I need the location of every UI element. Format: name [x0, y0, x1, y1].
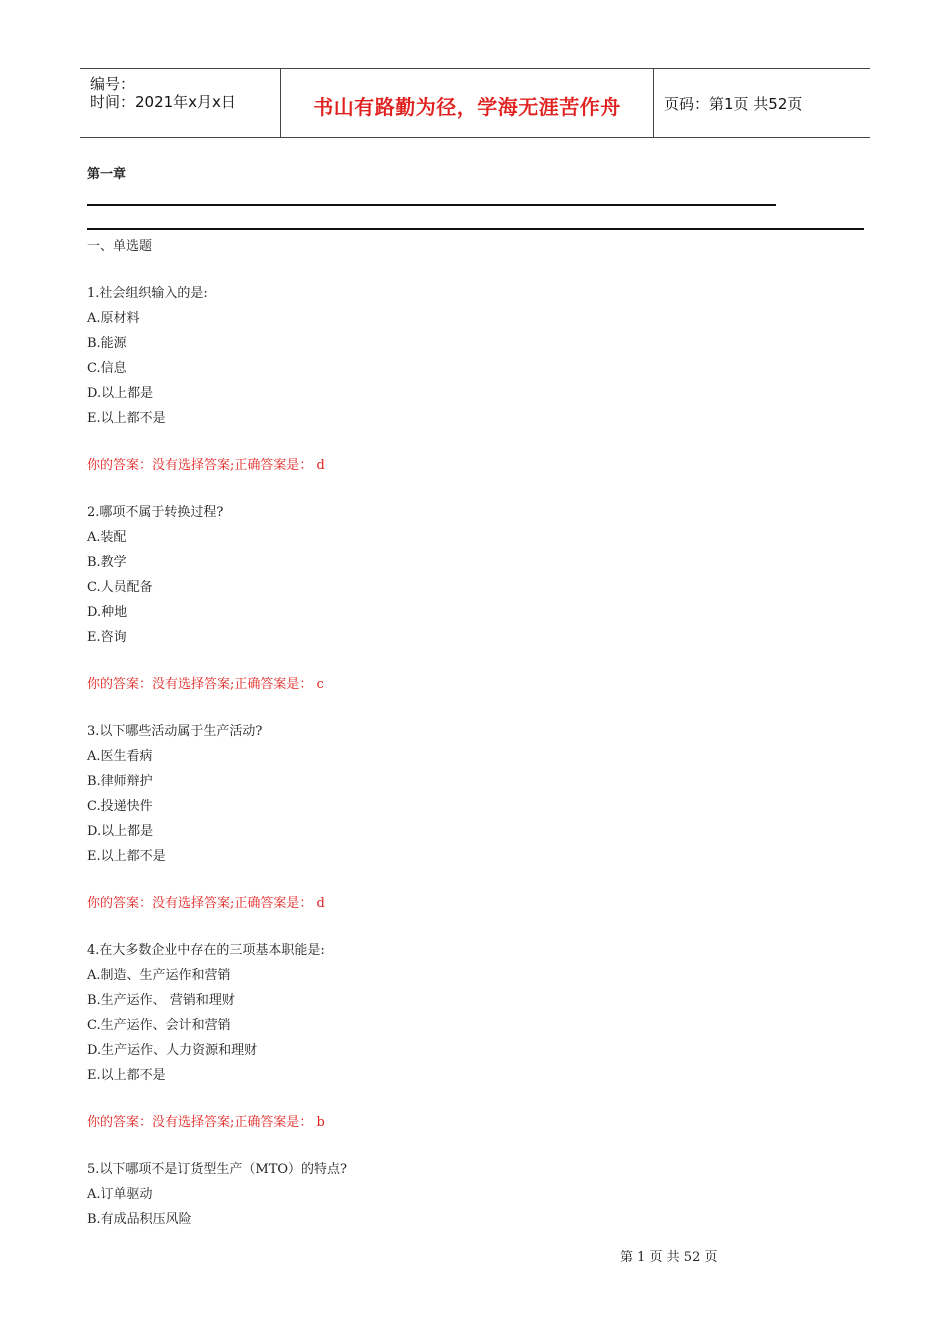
answer-line: 你的答案：没有选择答案;正确答案是： b	[87, 1115, 325, 1130]
question-item	[87, 938, 867, 1135]
chapter-title: 第一章	[87, 167, 127, 182]
question-item	[87, 719, 867, 916]
question-item	[87, 1157, 867, 1232]
question-stem: 3.以下哪些活动属于生产活动?	[87, 724, 263, 739]
question-stem: 5.以下哪项不是订货型生产（MTO）的特点?	[87, 1162, 348, 1177]
question-option: E.以上都不是	[87, 849, 166, 864]
answer-line: 你的答案：没有选择答案;正确答案是： c	[87, 677, 324, 692]
divider-top	[87, 204, 776, 206]
question-option: B.有成品积压风险	[87, 1212, 192, 1227]
divider-bottom	[87, 228, 864, 230]
question-item	[87, 500, 867, 697]
header-page-cell	[654, 69, 870, 137]
question-option: B.能源	[87, 336, 127, 351]
question-option: B.教学	[87, 555, 127, 570]
question-option: A.原材料	[87, 311, 140, 326]
question-option: D.种地	[87, 605, 128, 620]
answer-line: 你的答案：没有选择答案;正确答案是： d	[87, 458, 325, 473]
motto-text: 书山有路勤为径，学海无涯苦作舟	[313, 95, 621, 119]
questions-container	[87, 281, 867, 1232]
section-title: 一、单选题	[87, 239, 153, 254]
question-item	[87, 281, 867, 478]
header-motto-cell	[281, 69, 654, 137]
question-option: A.订单驱动	[87, 1187, 153, 1202]
question-option: C.投递快件	[87, 799, 153, 814]
question-stem: 4.在大多数企业中存在的三项基本职能是:	[87, 943, 325, 958]
question-option: E.以上都不是	[87, 411, 166, 426]
question-option: C.人员配备	[87, 580, 153, 595]
question-option: D.以上都是	[87, 386, 154, 401]
question-stem: 1.社会组织输入的是:	[87, 286, 208, 301]
question-option: C.信息	[87, 361, 127, 376]
question-option: D.生产运作、人力资源和理财	[87, 1043, 258, 1058]
page-number-label: 页码：第1页 共52页	[664, 95, 803, 113]
question-option: A.医生看病	[87, 749, 153, 764]
question-option: A.制造、生产运作和营销	[87, 968, 231, 983]
question-option: A.装配	[87, 530, 127, 545]
page-footer: 第 1 页 共 52 页	[620, 1250, 718, 1265]
question-option: C.生产运作、会计和营销	[87, 1018, 231, 1033]
question-option: E.以上都不是	[87, 1068, 166, 1083]
page-header	[80, 68, 870, 138]
question-option: B.律师辩护	[87, 774, 153, 789]
time-label: 时间：2021年x月x日	[90, 93, 236, 111]
header-meta-cell	[80, 69, 281, 137]
answer-line: 你的答案：没有选择答案;正确答案是： d	[87, 896, 325, 911]
number-label: 编号：	[90, 75, 136, 93]
question-option: E.咨询	[87, 630, 127, 645]
question-stem: 2.哪项不属于转换过程?	[87, 505, 224, 520]
question-option: B.生产运作、 营销和理财	[87, 993, 235, 1008]
question-option: D.以上都是	[87, 824, 154, 839]
question-list	[87, 234, 867, 1232]
